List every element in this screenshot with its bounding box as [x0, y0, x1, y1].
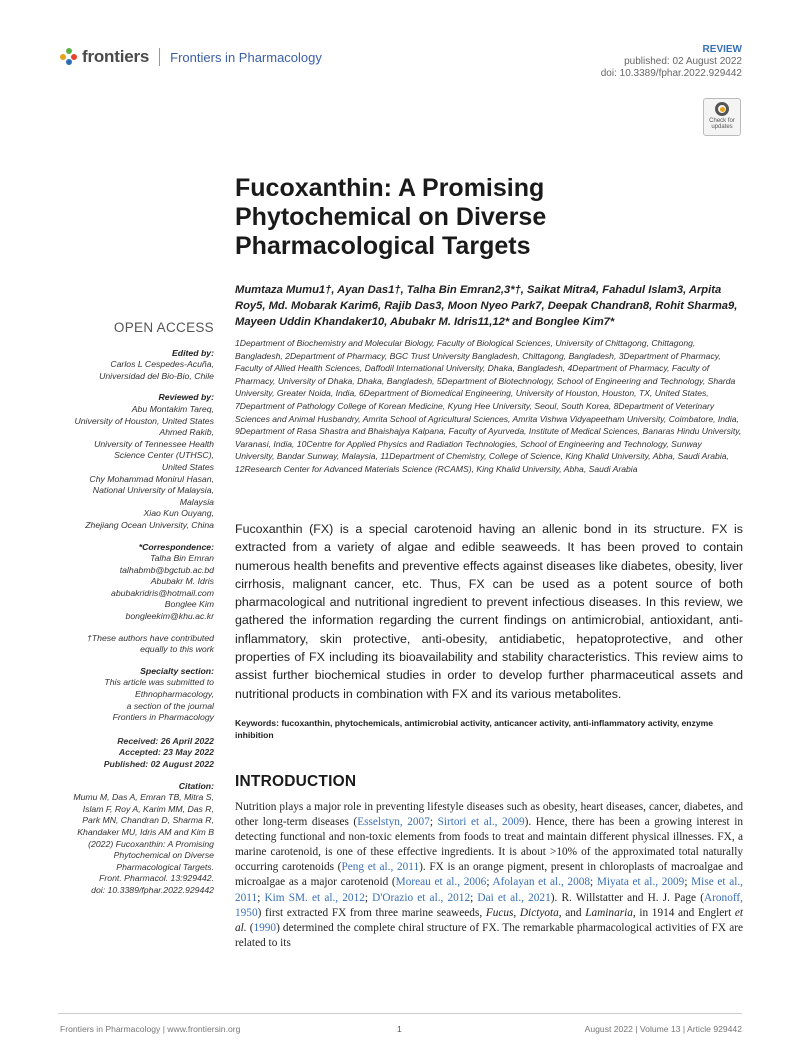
italic-term: Laminaria [585, 906, 633, 919]
edited-by-heading: Edited by: [172, 347, 214, 358]
check-for-updates-button[interactable] [703, 98, 741, 136]
citation-link[interactable]: Dai et al., 2021 [477, 891, 551, 904]
italic-term: et al. [235, 906, 743, 934]
footer-divider [58, 1013, 742, 1014]
section-heading-introduction: INTRODUCTION [235, 773, 357, 790]
citation-link[interactable]: Aronoff, 1950 [235, 891, 743, 919]
citation-link[interactable]: Esselstyn, 2007 [357, 816, 430, 829]
logo-divider [159, 48, 160, 66]
text-run: , and [558, 906, 586, 919]
text-run: ; [470, 891, 478, 904]
citation-link[interactable]: Kim SM. et al., 2012 [264, 891, 365, 904]
article-sidebar [50, 322, 214, 897]
text-run: Nutrition plays a major role in preventing lifestyle diseases such as obesity, heart diseases, cancer, diabetes, and other long-term diseases ( [235, 801, 743, 829]
accepted-label: Accepted: [118, 747, 161, 758]
citation-link[interactable]: Sirtori et al., 2009 [437, 816, 525, 829]
update-check-icon [715, 102, 729, 116]
citation-link[interactable]: Peng et al., 2011 [341, 861, 420, 874]
correspondence-info[interactable]: Talha Bin Emran talhabmb@bgctub.ac.bd Abubakr M. Idris abubakridris@hotmail.com Bonglee Kim bongleekim@khu.ac.kr [111, 553, 214, 622]
keywords: Keywords: fucoxanthin, phytochemicals, antimicrobial activity, anticancer activity, anti-inflammatory activity, enzyme inhibition [235, 718, 714, 740]
specialty-info: This article was submitted to Ethnopharmacology, a section of the journal Frontiers in Pharmacology [104, 677, 214, 723]
text-run: ; [429, 816, 438, 829]
italic-term: Dictyota [519, 906, 559, 919]
citation-heading: Citation: [178, 780, 214, 791]
article-type: REVIEW [702, 44, 742, 55]
open-access-label: OPEN ACCESS [113, 320, 214, 335]
abstract: Fucoxanthin (FX) is a special carotenoid having an allenic bond in its structure. FX is extracted from a variety of algae and edible seaweeds. It has been proved to contain numerous health benefits and preventive effects against diseases like diabetes, obesity, liver cirrhosis, malignant cancer, etc. Thus, FX can be used as a potent source of both pharmacological and nutritional ingredient to prevent infectious diseases. In this review, we gathered the information regarding the current findings on antimicrobial, antioxidant, anti-inflammatory, skin protective, anti-obesity, antidiabetic, hepatoprotective, and other properties of FX including its bioavailability and stability characteristics. This review aims to assist further biochemical studies in order to develop further pharmaceutical assets and nutritional products in combination with FX and its various metabolites. [235, 522, 743, 701]
equal-contribution-note: †These authors have contributed equally to this work [86, 632, 214, 655]
article-title: Fucoxanthin: A Promising Phytochemical on Diverse Pharmacological Targets [235, 174, 547, 260]
doi[interactable]: doi: 10.3389/fphar.2022.929442 [600, 68, 742, 79]
specialty-heading: Specialty section: [140, 665, 214, 676]
text-run: ) determined the complete chiral structure of FX. The remarkable pharmacological activities of FX are related to its [235, 921, 743, 949]
text-run: ; [257, 891, 265, 904]
check-updates-label-2: updates [711, 124, 733, 130]
introduction-paragraph [235, 800, 743, 951]
text-run: ) first extracted FX from three marine seaweeds, [257, 906, 486, 919]
editor-info: Carlos L Cespedes-Acuña, Universidad del Bio-Bio, Chile [99, 359, 214, 381]
citation-link[interactable]: 1990 [253, 921, 277, 934]
article-meta [601, 44, 742, 80]
published-label: Published: [103, 759, 149, 769]
frontiers-logo-icon [60, 48, 78, 66]
author-list: Mumtaza Mumu1†, Ayan Das1†, Talha Bin Emran2,3*†, Saikat Mitra4, Fahadul Islam3, Arpita Roy5, Md. Mobarak Karim6, Rajib Das3, Moon Nyeo Park7, Deepak Chandran8, Rohit Sharma9, Mayeen Uddin Khandaker10, Abubakr M. Idris11,12* and Bonglee Kim7* [235, 284, 738, 328]
published-date-sidebar [50, 759, 214, 771]
received-value: 26 April 2022 [160, 735, 214, 746]
frontiers-logo[interactable] [60, 47, 322, 67]
received-label: Received: [117, 735, 159, 746]
text-run: ; [364, 891, 373, 904]
footer-journal-link[interactable]: Frontiers in Pharmacology | www.frontiersin.org [60, 1024, 241, 1034]
citation-link[interactable]: Afolayan et al., 2008 [492, 876, 591, 889]
accepted-value: 23 May 2022 [163, 747, 214, 758]
received-date [50, 736, 214, 748]
text-run: ; [684, 876, 692, 889]
citation-link[interactable]: Moreau et al., 2006 [395, 876, 487, 889]
footer-issue-info: August 2022 | Volume 13 | Article 929442 [584, 1024, 742, 1034]
text-run: , in 1914 and Englert [632, 906, 735, 919]
citation-text: Mumu M, Das A, Emran TB, Mitra S, Islam F, Roy A, Karim MM, Das R, Park MN, Chandran D, Sharma R, Khandaker MU, Idris AM and Kim B (2022) Fucoxanthin: A Promising Phytochemical on Diverse Pharmacological Targets. Front. Pharmacol. 13:929442. doi: 10.3389/fphar.2022.929442 [73, 792, 214, 895]
published-value: 02 August 2022 [150, 759, 214, 769]
published-date: published: 02 August 2022 [624, 56, 742, 67]
text-run: ( [246, 921, 254, 934]
citation-link[interactable]: D'Orazio et al., 2012 [372, 891, 471, 904]
brand-name: frontiers [82, 47, 150, 66]
check-updates-label: Check for [709, 118, 735, 124]
journal-name[interactable]: Frontiers in Pharmacology [170, 49, 322, 65]
accepted-date [50, 747, 214, 759]
text-run: ; [590, 876, 597, 889]
text-run: , [513, 906, 520, 919]
text-run: ). R. Willstatter and H. J. Page ( [550, 891, 704, 904]
text-run: ). Hence, there has been a growing interest in detecting functional and non-toxic elements from foods to treat and maintain different physical illnesses. FX, a marine carotenoid, is one of these effective ingredients. It is about >10% of the approximated total naturally occurring carotenoids ( [235, 816, 743, 874]
reviewed-by-heading: Reviewed by: [158, 392, 214, 403]
citation-link[interactable]: Mise et al., 2011 [235, 876, 743, 904]
text-run: ). FX is an orange pigment, present in chloroplasts of macroalgae and microalgae as a major carotenoid ( [235, 861, 743, 889]
citation-link[interactable]: Miyata et al., 2009 [596, 876, 685, 889]
page-number: 1 [397, 1024, 402, 1034]
correspondence-heading: *Correspondence: [138, 541, 214, 552]
text-run: ; [486, 876, 493, 889]
italic-term: Fucus [485, 906, 514, 919]
reviewer-info: Abu Montakim Tareq, University of Houston, United States Ahmed Rakib, University of Tennessee Health Science Center (UTHSC), United States Chy Mohammad Monirul Hasan, National University of Malaysia, Malaysia Xiao Kun Ouyang, Zhejiang Ocean University, China [74, 403, 214, 530]
affiliations: 1Department of Biochemistry and Molecular Biology, Faculty of Biological Sciences, University of Chittagong, Chittagong, Bangladesh, 2Department of Pharmacy, BGC Trust University Bangladesh, Chittagong, Bangladesh, 3Department of Pharmacy, Faculty of Allied Health Sciences, Daffodil International University, Dhaka, Bangladesh, 4Department of Pharmacy, Faculty of Pharmacy, University of Dhaka, Dhaka, Bangladesh, 5Department of Biotechnology, School of Engineering and Technology, Sharda University, Greater Noida, India, 6Department of Biomedical Engineering, University of Houston, Houston, TX, United States, 7Department of Pathology College of Korean Medicine, Kyung Hee University, Seoul, South Korea, 8Department of Veterinary Sciences and Animal Husbandry, Amrita School of Agricultural Sciences, Amrita Vishwa Vidyapeetham University, Coimbatore, India, 9Department of Rasa Shastra and Bhaishajya Kalpana, Faculty of Ayurveda, Institute of Medical Sciences, Banaras Hindu University, Varanasi, India, 10Centre for Applied Physics and Radiation Technologies, School of Engineering and Technology, Sunway University, Bandar Sunway, Malaysia, 11Department of Chemistry, College of Science, King Khalid University, Abha, Saudi Arabia, 12Research Center for Advanced Materials Science (RCAMS), King Khalid University, Abha, Saudi Arabia [235, 338, 742, 474]
